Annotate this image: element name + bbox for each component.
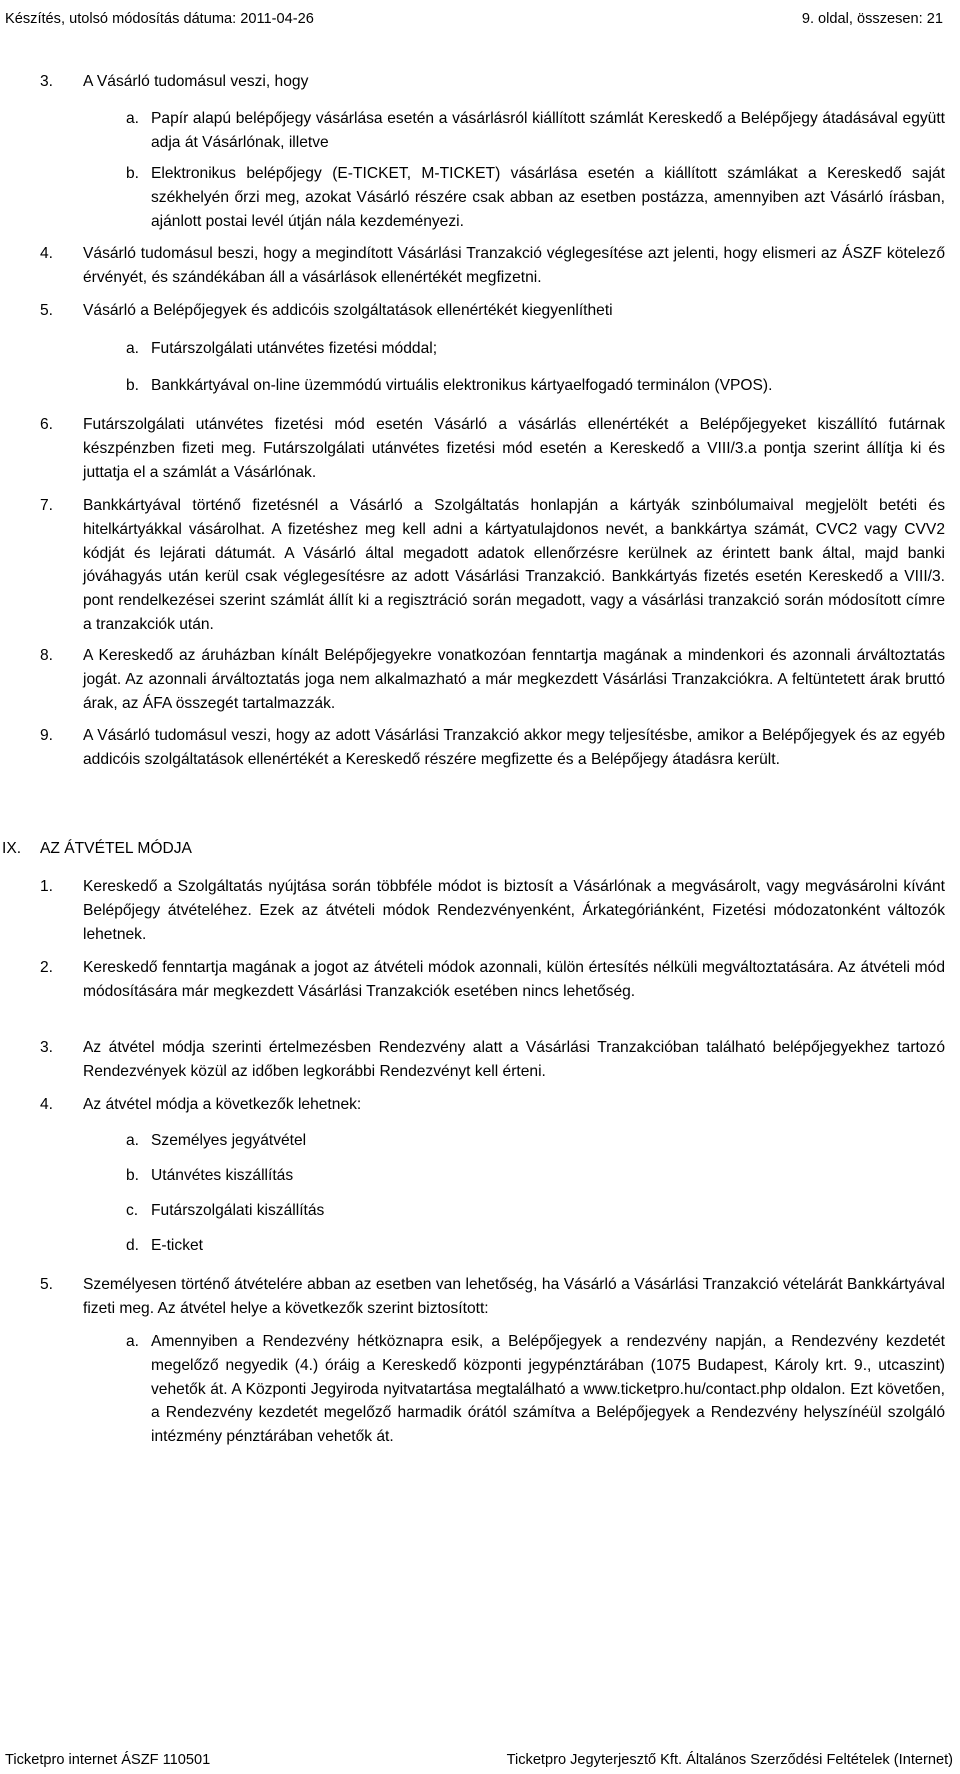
list-text: Az átvétel módja szerinti értelmezésben Rendezvény alatt a Vásárlási Tranzakcióban található belépőjegyekhez tartozó Rendezvények közül az időben legkorábbi Rendezvényt kell érteni.	[83, 1039, 945, 1080]
list-item-8	[40, 644, 945, 715]
list-text: Bankkártyával történő fizetésnél a Vásárló a Szolgáltatás honlapján a kártyák szinbólumaival megjelölt betéti és hitelkártyákkal vásárolhat. A fizetéshez meg kell adni a kártyatulajdonos nevét, a bankkártya számát, CVC2 vagy CVV2 kódját és lejárati dátumát. A Vásárló által megadott adatok ellenőrzésre kerülnek az érintett bank által, majd banki jóváhagyás után kerül csak véglegesítésre az adott Vásárlási Tranzakció. Bankkártyás fizetés esetén Kereskedő a VIII/3. pont rendelkezései szerint számlát állít ki a regisztráció során megadott, vagy a vásárlási tranzakció során módosított címre a tranzakciók után.	[83, 497, 945, 633]
list-item-4	[40, 242, 945, 290]
list-letter: d.	[126, 1237, 140, 1254]
list-text: Személyesen történő átvételére abban az esetben van lehetőség, ha Vásárló a Vásárlási Tranzakció vételárát Bankkártyával fizeti meg. Az átvétel helye a következők szerint biztosított:	[83, 1276, 945, 1317]
list-item-s1	[40, 875, 945, 946]
list-item-s2	[40, 956, 945, 1004]
section-heading	[2, 837, 945, 861]
list-number: 5.	[40, 1276, 54, 1293]
list-item-s4c	[126, 1199, 945, 1223]
page-header	[5, 10, 943, 28]
list-number: 5.	[40, 302, 54, 319]
list-text: Futárszolgálati kiszállítás	[151, 1202, 325, 1219]
list-number: 8.	[40, 647, 54, 664]
footer-document-id: Ticketpro internet ÁSZF 110501	[5, 1752, 211, 1768]
list-text: Utánvétes kiszállítás	[151, 1167, 294, 1184]
list-text: A Vásárló tudomásul veszi, hogy az adott Vásárlási Tranzakció akkor megy teljesítésbe, amikor a Belépőjegyek és az egyéb addicóis szolgáltatások ellenértékét a Kereskedő részére megfizette és a Belépőjegy átadásra került.	[83, 727, 945, 768]
list-text: A Kereskedő az áruházban kínált Belépőjegyekre vonatkozóan fenntartja magának a mindenkori és azonnali árváltoztatás jogát. Az azonnali árváltoztatás joga nem alkalmazható a már megkezdett Vásárlási Tranzakciókra. A feltüntetett árak bruttó árak, az ÁFA összegét tartalmazzák.	[83, 647, 945, 712]
list-text: E-ticket	[151, 1237, 203, 1254]
list-item-9	[40, 724, 945, 772]
list-text: Futárszolgálati utánvétes fizetési mód esetén Vásárló a vásárlás ellenértékét a Belépőjegyeket kiszállító futárnak készpénzben fizeti meg. Futárszolgálati utánvétes fizetési mód esetén a Kereskedő a VIII/3.a pontja szerint állítja ki és juttatja el a számlát a Vásárlónak.	[83, 416, 945, 481]
list-item-s4a	[126, 1129, 945, 1153]
list-item-s4b	[126, 1164, 945, 1188]
list-item-s5a	[126, 1330, 945, 1449]
list-letter: b.	[126, 1167, 140, 1184]
list-text: Kereskedő a Szolgáltatás nyújtása során többféle módot is biztosít a Vásárlónak a megvásárolt, vagy megvásárolni kívánt Belépőjegy átvételéhez. Ezek az átvételi módok Rendezvényenként, Árkategóriánként, Fizetési módozatonként változók lehetnek.	[83, 878, 945, 943]
list-item-5b	[126, 374, 945, 398]
list-number: 4.	[40, 245, 54, 262]
list-item-5	[40, 299, 945, 323]
page-number: 9. oldal, összesen: 21	[801, 11, 943, 27]
list-letter: a.	[126, 110, 140, 127]
section-title: AZ ÁTVÉTEL MÓDJA	[40, 840, 192, 857]
list-item-6	[40, 413, 945, 484]
list-text: Amennyiben a Rendezvény hétköznapra esik, a Belépőjegyek a rendezvény napján, a Rendezvény kezdetét megelőző negyedik (4.) óráig a Kereskedő központi jegypénztárában (1075 Budapest, Károly krt. 9., utcaszint) vehetők át. A Központi Jegyiroda nyitvatartása megtalálható a www.ticketpro.hu/contact.php oldalon. Ezt követően, a Rendezvény kezdetét megelőző harmadik órától számítva a Belépőjegyek a Rendezvény helyszínéül szolgáló intézmény pénztárában vehetők át.	[151, 1333, 945, 1446]
footer-document-title: Ticketpro Jegyterjesztő Kft. Általános Szerződési Feltételek (Internet)	[506, 1752, 953, 1768]
list-text: A Vásárló tudomásul veszi, hogy	[83, 73, 309, 90]
list-number: 1.	[40, 878, 54, 895]
list-text: Személyes jegyátvétel	[151, 1132, 307, 1149]
list-letter: a.	[126, 1132, 140, 1149]
list-item-s4d	[126, 1234, 945, 1258]
list-text: Elektronikus belépőjegy (E-TICKET, M-TICKET) vásárlása esetén a kiállított számlákat a Kereskedő saját székhelyén őrzi meg, azokat Vásárló részére csak abban az esetben postázza, amennyiben azt Vásárló írásban, ajánlott postai levél útján nála kezdeményezi.	[151, 165, 945, 230]
list-letter: b.	[126, 377, 140, 394]
list-letter: b.	[126, 165, 140, 182]
list-text: Kereskedő fenntartja magának a jogot az átvételi módok azonnali, külön értesítés nélküli megváltoztatására. Az átvételi mód módosítására már megkezdett Vásárlási Tranzakciók esetében nincs lehetőség.	[83, 959, 945, 1000]
list-letter: a.	[126, 1333, 140, 1350]
list-text: Bankkártyával on-line üzemmódú virtuális elektronikus kártyaelfogadó terminálon (VPOS).	[151, 377, 773, 394]
section-number: IX.	[2, 840, 22, 857]
list-number: 9.	[40, 727, 54, 744]
modification-date: Készítés, utolsó módosítás dátuma: 2011-04-26	[5, 11, 314, 27]
list-number: 7.	[40, 497, 54, 514]
list-item-s3	[40, 1036, 945, 1084]
list-letter: a.	[126, 340, 140, 357]
list-item-s5	[40, 1273, 945, 1321]
list-number: 3.	[40, 1039, 54, 1056]
list-item-3	[40, 70, 945, 94]
list-item-s4	[40, 1093, 945, 1117]
list-number: 4.	[40, 1096, 54, 1113]
list-number: 3.	[40, 73, 54, 90]
list-number: 2.	[40, 959, 54, 976]
list-text: Papír alapú belépőjegy vásárlása esetén a vásárlásról kiállított számlát Kereskedő a Belépőjegy átadásával együtt adja át Vásárlónak, illetve	[151, 110, 945, 151]
list-item-7	[40, 494, 945, 637]
list-text: Vásárló a Belépőjegyek és addicóis szolgáltatások ellenértékét kiegyenlítheti	[83, 302, 613, 319]
list-letter: c.	[126, 1202, 139, 1219]
list-item-3a	[126, 107, 945, 155]
list-text: Futárszolgálati utánvétes fizetési móddal;	[151, 340, 438, 357]
list-number: 6.	[40, 416, 54, 433]
page-footer	[5, 1751, 953, 1769]
list-text: Vásárló tudomásul beszi, hogy a megindított Vásárlási Tranzakció véglegesítése azt jelenti, hogy elismeri az ÁSZF kötelező érvényét, és szándékában áll a vásárlások ellenértékét megfizetni.	[83, 245, 945, 286]
list-item-3b	[126, 162, 945, 233]
list-text: Az átvétel módja a következők lehetnek:	[83, 1096, 362, 1113]
list-item-5a	[126, 337, 945, 361]
